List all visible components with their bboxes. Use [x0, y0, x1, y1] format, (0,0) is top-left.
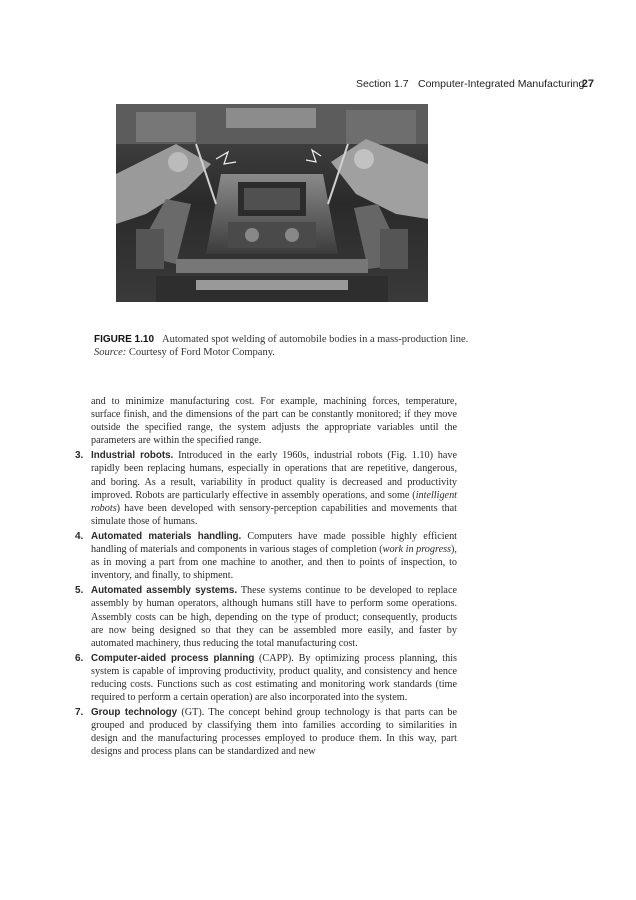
item-text: Introduced in the early 1960s, industrial robots (Fig. 1.10) have rapidly been replacing humans, especially in operations that are repetitive, dangerous, and boring. As a result, variability in product quality is decreased and productivity improved. Robots are particularly effective in assembly operations, and some ( [91, 450, 457, 501]
section-number: Section 1.7 [356, 78, 409, 90]
running-header [330, 78, 600, 94]
item-number: 7. [75, 707, 84, 719]
item-text: (GT). The concept behind group technology is that parts can be grouped and produced by classifying them into families according to similarities in design and the manufacturing processes employed to produce them. In this way, part designs and process plans can be standardized and new [91, 707, 457, 758]
item-text: ) have been developed with sensory-perception capabilities and movements that simulate those of humans. [91, 502, 457, 527]
item-number: 4. [75, 530, 84, 542]
item-heading: Industrial robots. [91, 450, 174, 462]
item-heading: Computer-aided process planning [91, 652, 255, 664]
robot-welding-illustration [116, 104, 428, 302]
figure-caption [94, 333, 564, 359]
list-item [75, 530, 457, 582]
caption-text: Automated spot welding of automobile bodies in a mass-production line. [162, 334, 469, 345]
item-text: ), as in moving a part from one machine to another, and then to points of inspection, to inventory, and finally, to shipment. [91, 544, 457, 582]
list-item [75, 584, 457, 649]
source-text: Courtesy of Ford Motor Company. [128, 347, 275, 358]
robot-welding-photo [116, 104, 428, 302]
list-item [75, 652, 457, 704]
list-item [75, 449, 457, 528]
figure-label: FIGURE 1.10 [94, 334, 155, 345]
item-heading: Automated assembly systems. [91, 585, 238, 597]
list-item [75, 706, 457, 758]
intro-paragraph: and to minimize manufacturing cost. For example, machining forces, temperature, surface finish, and the dimensions of the part can be constantly monitored; if they move outside the specified range, the system adjusts the appropriate variables until the parameters are within the specified range. [91, 396, 457, 447]
source-label: Source: [94, 347, 127, 358]
item-number: 6. [75, 652, 84, 664]
item-italic: work in progress [382, 544, 452, 556]
item-heading: Automated materials handling. [91, 530, 242, 542]
item-number: 5. [75, 585, 84, 597]
item-heading: Group technology [91, 707, 178, 719]
section-title: Computer-Integrated Manufacturing [418, 78, 585, 90]
page-number: 27 [581, 78, 594, 90]
body-text [75, 395, 457, 759]
item-text: Computers have made possible highly efficient handling of materials and components in various stages of completion ( [91, 530, 457, 556]
item-italic: intelligent robots [91, 489, 457, 514]
item-text: (CAPP). By optimizing process planning, this system is capable of improving productivity, product quality, and consistency and hence reducing costs. Functions such as cost estimating and monitoring work standards (time required to perform a certain operation) are also incorporated into the system. [91, 652, 457, 704]
item-text: These systems continue to be developed to replace assembly by human operators, although humans still have to perform some operations. Assembly costs can be high, depending on the type of product; consequently, products are now being designed so that they can be assembled more easily, and faster by automated machinery, thus reducing the total manufacturing cost. [91, 585, 457, 649]
item-number: 3. [75, 450, 84, 462]
